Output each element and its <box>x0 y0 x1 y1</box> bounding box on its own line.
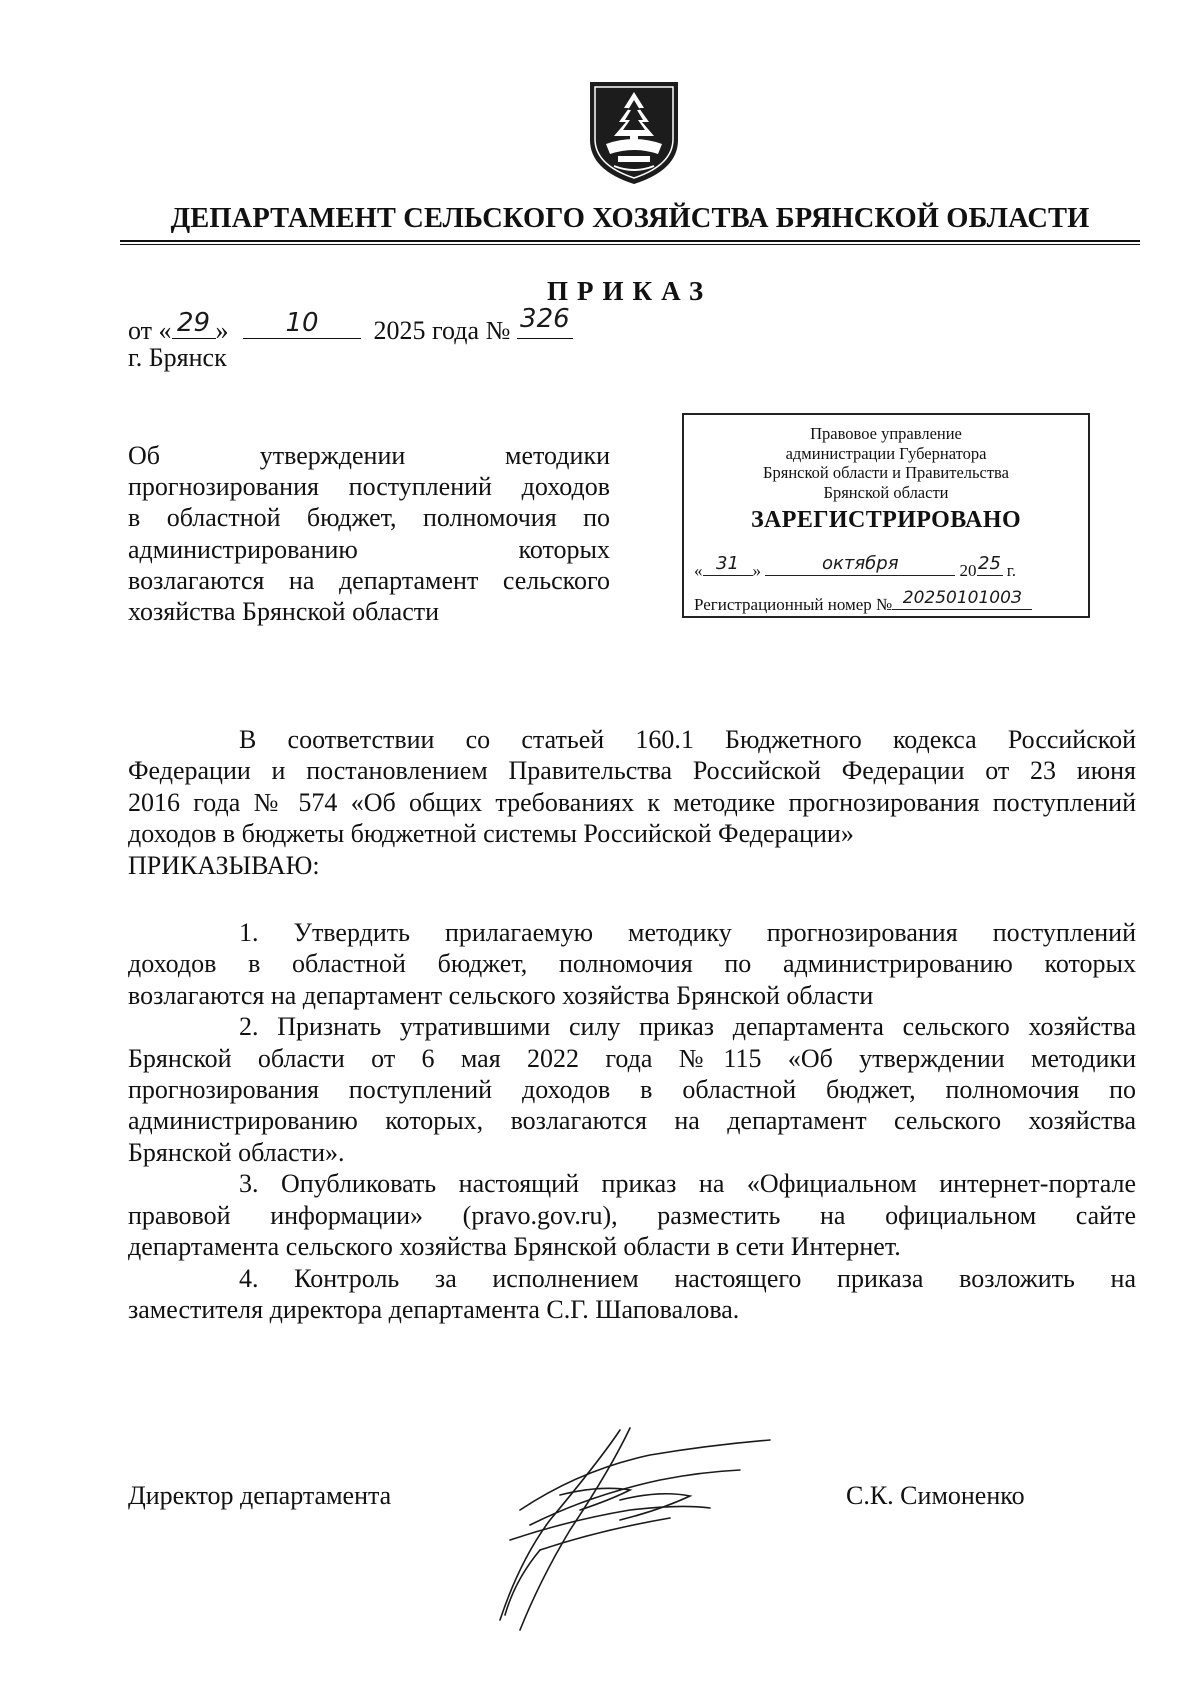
date-after-day: » <box>215 316 229 345</box>
stamp-day-field <box>703 553 753 576</box>
subject-line: прогнозирования поступлений доходов <box>128 472 610 502</box>
order-subject <box>128 440 610 627</box>
item-2-line: прогнозирования поступлений доходов в областной бюджет, полномочия по <box>128 1075 1136 1105</box>
stamp-date-open: « <box>694 561 703 580</box>
item-3-line: 3. Опубликовать настоящий приказ на «Официальном интернет-портале <box>239 1169 1136 1199</box>
preamble-line: Федерации и постановлением Правительства Российской Федерации от 23 июня <box>128 756 1136 786</box>
city: г. Брянск <box>128 343 227 372</box>
stamp-year-prefix: 20 <box>959 561 977 580</box>
stamp-month-field <box>765 553 955 576</box>
order-title: ПРИКАЗ <box>547 276 713 306</box>
order-year-text: 2025 года № <box>373 316 511 345</box>
order-month: 10 <box>285 308 319 338</box>
item-2-line: 2. Признать утратившими силу приказ департамента сельского хозяйства <box>239 1012 1136 1042</box>
registration-stamp <box>682 413 1090 618</box>
item-2-line: Брянской области от 6 мая 2022 года №115 «Об утверждении методики <box>128 1043 1136 1073</box>
item-4-line: заместителя директора департамента С.Г. Шаповалова. <box>128 1294 740 1324</box>
header-rule-thin <box>120 244 1140 245</box>
order-word: ПРИКАЗЫВАЮ: <box>128 850 320 880</box>
item-2-line: администрированию которых, возлагаются на департамент сельского хозяйства <box>128 1106 1136 1136</box>
order-number-field <box>517 304 573 339</box>
order-number: 326 <box>520 304 570 334</box>
signer-name: С.К. Симоненко <box>846 1481 1025 1510</box>
stamp-reg-label: Регистрационный номер № <box>694 595 893 614</box>
item-1-line: доходов в областной бюджет, полномочия по администрированию которых <box>128 949 1136 979</box>
preamble-line: 2016 года № 574 «Об общих требованиях к методике прогнозирования поступлений <box>128 787 1136 817</box>
order-body <box>128 724 1136 1325</box>
stamp-year-suffix: 25 <box>978 553 1001 574</box>
handwritten-signature <box>480 1400 800 1640</box>
stamp-status: ЗАРЕГИСТРИРОВАНО <box>750 507 1022 533</box>
item-3-line: правовой информации» (pravo.gov.ru), разместить на официальном сайте <box>128 1200 1136 1230</box>
preamble-line: В соответствии со статьей 160.1 Бюджетного кодекса Российской <box>239 725 1136 754</box>
order-month-field <box>243 310 361 339</box>
preamble-line: доходов в бюджеты бюджетной системы Российской Федерации» <box>128 819 854 849</box>
stamp-month: октября <box>821 553 899 574</box>
subject-line: хозяйства Брянской области <box>128 597 440 627</box>
stamp-date-mid: » <box>752 561 761 580</box>
header-rule <box>120 240 1140 242</box>
stamp-year-field <box>977 553 1003 576</box>
subject-line: возлагаются на департамент сельского <box>128 565 610 595</box>
stamp-reg-row <box>694 587 1082 615</box>
subject-line: в областной бюджет, полномочия по <box>128 503 610 533</box>
item-4-line: 4. Контроль за исполнением настоящего приказа возложить на <box>239 1263 1136 1293</box>
item-1-line: 1. Утвердить прилагаемую методику прогнозирования поступлений <box>239 918 1136 948</box>
stamp-reg-field <box>892 587 1032 610</box>
signer-position: Директор департамента <box>128 1481 392 1510</box>
item-1-line: возлагаются на департамент сельского хозяйства Брянской области <box>128 980 874 1010</box>
stamp-day: 31 <box>716 553 739 574</box>
stamp-line: Правовое управление <box>810 424 962 443</box>
stamp-line: Брянской области и Правительства <box>763 463 1009 482</box>
item-3-line: департамента сельского хозяйства Брянской области в сети Интернет. <box>128 1232 901 1262</box>
stamp-date-tail: г. <box>1006 561 1017 580</box>
stamp-line: Брянской области <box>823 482 949 502</box>
stamp-date-row <box>694 553 1082 581</box>
bryansk-coat-of-arms-icon <box>584 78 684 188</box>
order-day-field <box>172 310 216 339</box>
order-date-line <box>128 304 573 346</box>
item-2-line: Брянской области». <box>128 1137 345 1167</box>
subject-line: Об утверждении методики <box>128 441 610 470</box>
date-prefix: от « <box>128 316 172 345</box>
department-title: ДЕПАРТАМЕНТ СЕЛЬСКОГО ХОЗЯЙСТВА БРЯНСКОЙ ОБЛАСТИ <box>170 203 1090 234</box>
stamp-line: администрации Губернатора <box>785 443 987 463</box>
order-day: 29 <box>176 308 211 338</box>
stamp-reg-number: 2025010100З <box>902 588 1022 608</box>
subject-line: администрированию которых <box>128 534 610 564</box>
